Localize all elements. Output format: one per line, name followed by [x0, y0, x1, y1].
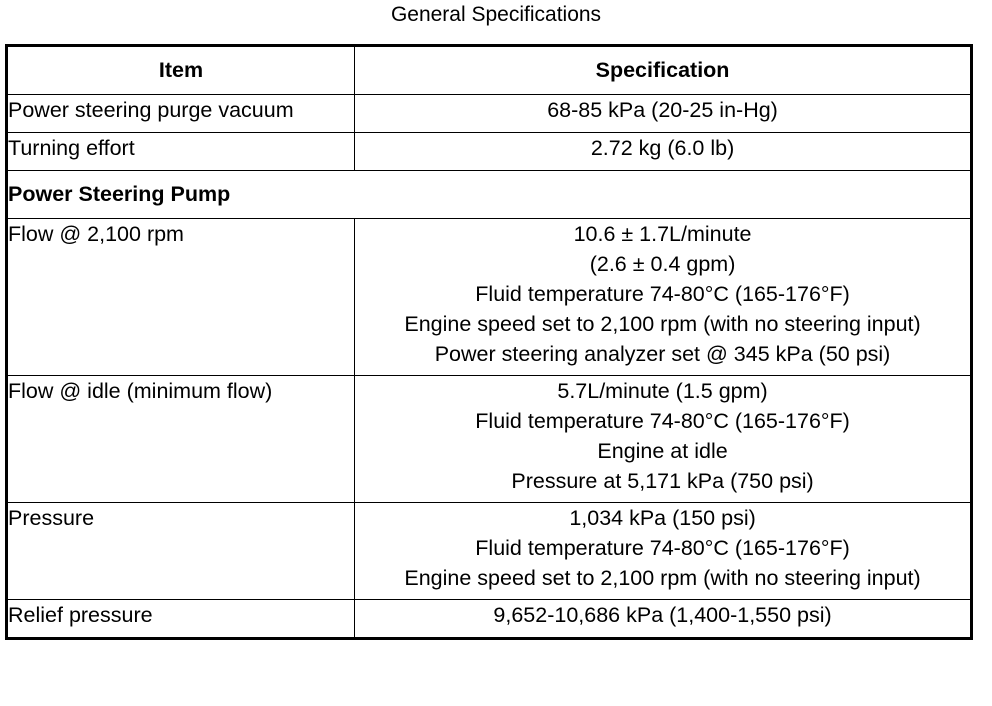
spec-cell	[355, 376, 972, 503]
header-item: Item	[7, 46, 355, 95]
spec-line: 5.7L/minute (1.5 gpm)	[557, 379, 768, 403]
spec-cell	[355, 133, 972, 171]
section-row	[7, 171, 972, 219]
table-row	[7, 376, 972, 503]
table-row	[7, 133, 972, 171]
spec-line: Fluid temperature 74-80°C (165-176°F)	[475, 409, 850, 433]
specifications-table	[5, 44, 973, 640]
table-row	[7, 95, 972, 133]
table-row	[7, 600, 972, 639]
spec-line: Pressure at 5,171 kPa (750 psi)	[511, 469, 814, 493]
spec-line: 9,652-10,686 kPa (1,400-1,550 psi)	[493, 603, 832, 627]
spec-line: Engine speed set to 2,100 rpm (with no steering input)	[404, 566, 921, 590]
spec-line: Engine at idle	[597, 439, 728, 463]
item-cell: Power steering purge vacuum	[7, 95, 355, 133]
spec-line: (2.6 ± 0.4 gpm)	[589, 252, 736, 276]
item-cell: Flow @ 2,100 rpm	[7, 219, 355, 376]
item-cell: Pressure	[7, 503, 355, 600]
table-row	[7, 503, 972, 600]
header-row	[7, 46, 972, 95]
section-heading: Power Steering Pump	[7, 171, 972, 219]
item-cell: Flow @ idle (minimum flow)	[7, 376, 355, 503]
spec-line: 68-85 kPa (20-25 in-Hg)	[547, 98, 778, 122]
spec-line: Power steering analyzer set @ 345 kPa (50 psi)	[434, 342, 891, 366]
spec-line: 2.72 kg (6.0 lb)	[590, 136, 735, 160]
spec-cell	[355, 95, 972, 133]
spec-line: Fluid temperature 74-80°C (165-176°F)	[475, 536, 850, 560]
spec-line: Engine speed set to 2,100 rpm (with no steering input)	[404, 312, 921, 336]
header-specification: Specification	[355, 46, 972, 95]
spec-cell	[355, 600, 972, 639]
item-cell: Relief pressure	[7, 600, 355, 639]
spec-cell	[355, 503, 972, 600]
spec-line: 1,034 kPa (150 psi)	[569, 506, 756, 530]
table-row	[7, 219, 972, 376]
spec-line: 10.6 ± 1.7L/minute	[573, 222, 752, 246]
spec-line: Fluid temperature 74-80°C (165-176°F)	[475, 282, 850, 306]
table-caption: General Specifications	[390, 3, 602, 26]
spec-cell	[355, 219, 972, 376]
item-cell: Turning effort	[7, 133, 355, 171]
